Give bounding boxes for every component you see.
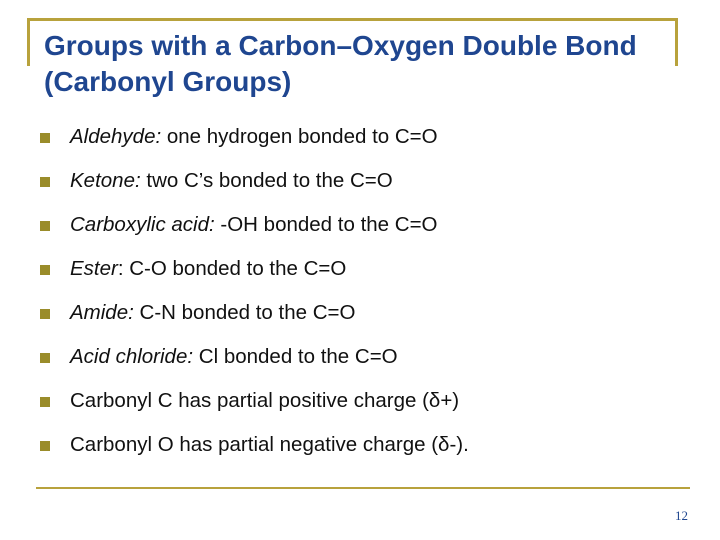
bullet-description: -OH bonded to the C=O [214, 213, 438, 236]
bullet-term: Amide: [70, 301, 134, 324]
list-item [40, 346, 700, 390]
square-bullet-icon [40, 441, 50, 451]
slide-title-line1: Groups with a Carbon–Oxygen Double Bond [44, 30, 637, 61]
bullet-text [70, 214, 437, 236]
list-item [40, 214, 700, 258]
list-item [40, 170, 700, 214]
bullet-term: Ester [70, 257, 118, 280]
slide-title [44, 28, 704, 100]
square-bullet-icon [40, 265, 50, 275]
bullet-text [70, 302, 355, 324]
list-item [40, 126, 700, 170]
bullet-term: Aldehyde: [70, 125, 162, 148]
bullet-list [40, 126, 700, 478]
title-frame-top [27, 18, 677, 21]
square-bullet-icon [40, 177, 50, 187]
bullet-description: : C-O bonded to the C=O [117, 257, 347, 280]
square-bullet-icon [40, 353, 50, 363]
bullet-description: Carbonyl C has partial positive charge (δ+) [70, 389, 460, 412]
bullet-description: Cl bonded to the C=O [193, 345, 398, 368]
list-item [40, 434, 700, 478]
square-bullet-icon [40, 309, 50, 319]
bullet-description: Carbonyl O has partial negative charge (δ-). [70, 433, 469, 456]
footer-divider [36, 487, 690, 489]
title-frame-left [27, 18, 30, 66]
page-number: 12 [675, 508, 688, 523]
bullet-description: C-N bonded to the C=O [133, 301, 356, 324]
bullet-text [70, 390, 459, 412]
slide-title-line2: (Carbonyl Groups) [44, 66, 292, 97]
bullet-term: Ketone: [70, 169, 141, 192]
list-item [40, 390, 700, 434]
bullet-text [70, 170, 393, 192]
bullet-text [70, 434, 469, 456]
square-bullet-icon [40, 221, 50, 231]
square-bullet-icon [40, 397, 50, 407]
bullet-text [70, 346, 398, 368]
bullet-description: one hydrogen bonded to C=O [161, 125, 438, 148]
bullet-term: Carboxylic acid: [70, 213, 215, 236]
square-bullet-icon [40, 133, 50, 143]
bullet-term: Acid chloride: [70, 345, 194, 368]
bullet-description: two C’s bonded to the C=O [140, 169, 393, 192]
bullet-text [70, 126, 438, 148]
list-item [40, 302, 700, 346]
bullet-text [70, 258, 346, 280]
list-item [40, 258, 700, 302]
